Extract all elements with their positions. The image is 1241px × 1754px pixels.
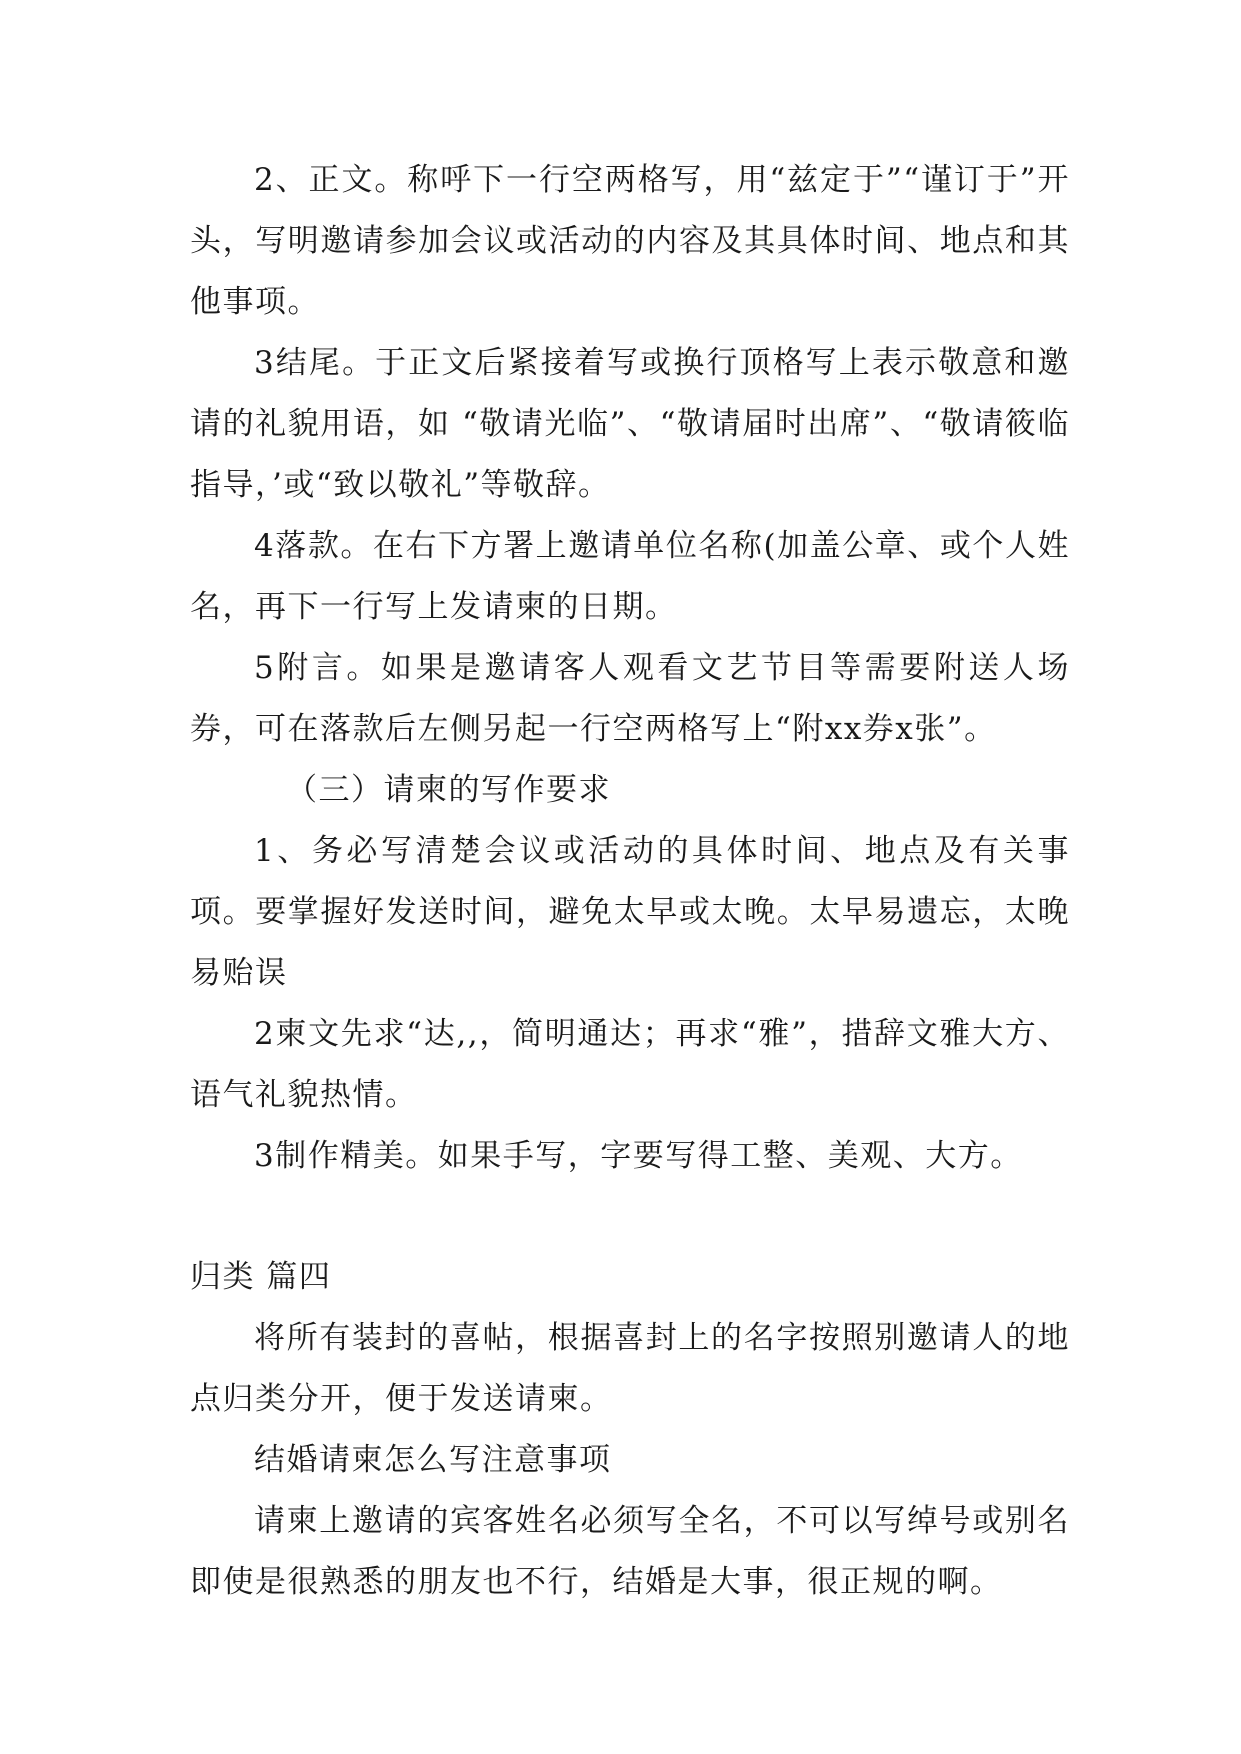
paragraph-body-text: 2、正文。称呼下一行空两格写，用“兹定于”“谨订于”开头，写明邀请参加会议或活动的内容及其具体时间、地点和其他事项。 [190, 162, 1070, 320]
paragraph-notes-heading: 结婚请柬怎么写注意事项 [254, 1442, 612, 1478]
paragraph-notes: 请柬上邀请的宾客姓名必须写全名，不可以写绰号或别名即使是很熟悉的朋友也不行，结婚是大事，很正规的啊。 [190, 1503, 1070, 1600]
paragraph-postscript: 5附言。如果是邀请客人观看文艺节目等需要附送人场券，可在落款后左侧另起一行空两格写上“附xx券x张”。 [190, 650, 1070, 747]
section-title: 归类 篇四 [190, 1259, 332, 1295]
paragraph-requirement-2: 2柬文先求“达,,，简明通达；再求“雅”，措辞文雅大方、语气礼貌热情。 [190, 1016, 1070, 1113]
paragraph-signature: 4落款。在右下方署上邀请单位名称(加盖公章、或个人姓名，再下一行写上发请柬的日期。 [190, 528, 1070, 625]
paragraph-closing: 3结尾。于正文后紧接着写或换行顶格写上表示敬意和邀请的礼貌用语，如 “敬请光临”、“敬请届时出席”、“敬请筱临指导，’或“致以敬礼”等敬辞。 [190, 345, 1070, 503]
paragraph-sorting: 将所有装封的喜帖，根据喜封上的名字按照别邀请人的地点归类分开，便于发送请柬。 [190, 1320, 1070, 1417]
document-body [190, 150, 1070, 1613]
subheading-writing-requirements: （三）请柬的写作要求 [286, 772, 611, 808]
paragraph-requirement-3: 3制作精美。如果手写，字要写得工整、美观、大方。 [254, 1138, 1023, 1174]
paragraph-requirement-1: 1、务必写清楚会议或活动的具体时间、地点及有关事项。要掌握好发送时间，避免太早或太晚。太早易遗忘，太晚易贻误 [190, 833, 1070, 991]
